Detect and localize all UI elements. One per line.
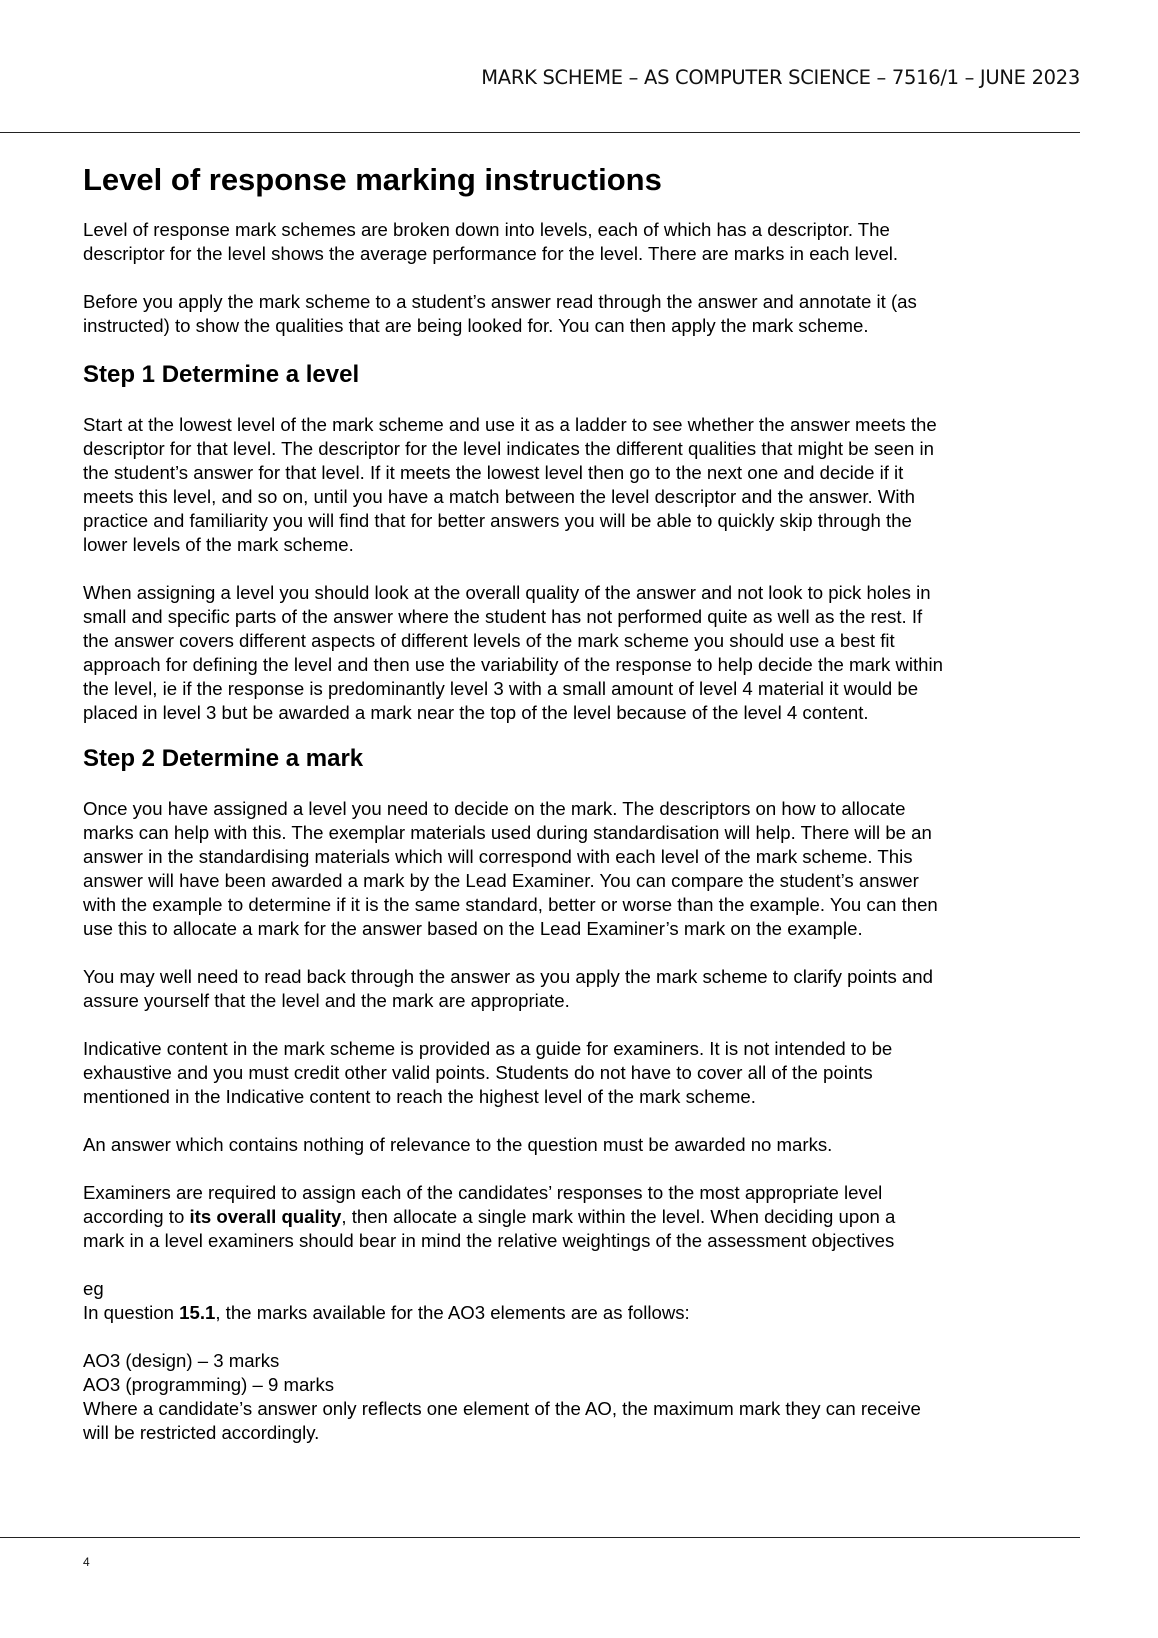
step2-line: use this to allocate a mark for the answer based on the Lead Examiner’s mark on the example.	[83, 918, 863, 939]
step1-line: meets this level, and so on, until you have a match between the level descriptor and the answer. With	[83, 486, 916, 507]
question-before: In question	[83, 1302, 180, 1323]
step1-line: approach for defining the level and then use the variability of the response to help decide the mark within	[83, 654, 943, 675]
ao-line: AO3 (design) – 3 marks	[83, 1350, 280, 1371]
step1-line: the student’s answer for that level. If it meets the lowest level then go to the next one and decide if it	[83, 462, 904, 483]
step1-line: the answer covers different aspects of different levels of the mark scheme you should use a best fit	[83, 630, 895, 651]
running-header: MARK SCHEME – AS COMPUTER SCIENCE – 7516/1 – JUNE 2023	[481, 66, 1080, 89]
weighting-line: mark in a level examiners should bear in mind the relative weightings of the assessment objectives	[83, 1230, 895, 1251]
step2-heading: Step 2 Determine a mark	[83, 745, 364, 772]
step2-line: assure yourself that the level and the mark are appropriate.	[83, 990, 570, 1011]
step1-heading: Step 1 Determine a level	[83, 361, 360, 388]
step2-line: mentioned in the Indicative content to reach the highest level of the mark scheme.	[83, 1086, 756, 1107]
step2-line: exhaustive and you must credit other valid points. Students do not have to cover all of the points	[83, 1062, 873, 1083]
page-number: 4	[83, 1555, 90, 1569]
quality-before: according to	[83, 1206, 190, 1227]
step2-line: answer in the standardising materials which will correspond with each level of the mark scheme. This	[83, 846, 913, 867]
ao-line: AO3 (programming) – 9 marks	[83, 1374, 335, 1395]
step1-line: placed in level 3 but be awarded a mark near the top of the level because of the level 4 content.	[83, 702, 869, 723]
step2-line: An answer which contains nothing of relevance to the question must be awarded no marks.	[83, 1134, 833, 1155]
step2-line: Once you have assigned a level you need to decide on the mark. The descriptors on how to allocate	[83, 798, 906, 819]
question-line	[83, 1301, 690, 1325]
step1-line: practice and familiarity you will find that for better answers you will be able to quickly skip through the	[83, 510, 912, 531]
ao-line: will be restricted accordingly.	[83, 1422, 320, 1443]
step1-line: Start at the lowest level of the mark scheme and use it as a ladder to see whether the answer meets the	[83, 414, 937, 435]
page-title: Level of response marking instructions	[83, 162, 662, 197]
quality-bold: its overall quality	[189, 1206, 342, 1227]
footer-rule	[0, 1537, 1080, 1538]
intro-line: Level of response mark schemes are broken down into levels, each of which has a descriptor. The	[83, 219, 890, 240]
ao-line: Where a candidate’s answer only reflects one element of the AO, the maximum mark they can receive	[83, 1398, 921, 1419]
quality-after: , then allocate a single mark within the level. When deciding upon a	[341, 1206, 896, 1227]
question-after: , the marks available for the AO3 elements are as follows:	[215, 1302, 690, 1323]
question-number: 15.1	[179, 1302, 216, 1323]
step2-line: Examiners are required to assign each of the candidates’ responses to the most appropriate level	[83, 1182, 883, 1203]
step2-line: You may well need to read back through the answer as you apply the mark scheme to clarify points and	[83, 966, 933, 987]
step2-line: with the example to determine if it is the same standard, better or worse than the example. You can then	[83, 894, 938, 915]
header-rule	[0, 132, 1080, 133]
step1-line: the level, ie if the response is predominantly level 3 with a small amount of level 4 material it would be	[83, 678, 919, 699]
step2-line: Indicative content in the mark scheme is provided as a guide for examiners. It is not intended to be	[83, 1038, 893, 1059]
intro-line: descriptor for the level shows the average performance for the level. There are marks in each level.	[83, 243, 899, 264]
intro-line: instructed) to show the qualities that are being looked for. You can then apply the mark scheme.	[83, 315, 869, 336]
step1-line: small and specific parts of the answer where the student has not performed quite as well as the rest. If	[83, 606, 923, 627]
eg-label: eg	[83, 1278, 104, 1299]
step1-line: When assigning a level you should look at the overall quality of the answer and not look to pick holes in	[83, 582, 931, 603]
step2-line: marks can help with this. The exemplar materials used during standardisation will help. There will be an	[83, 822, 932, 843]
quality-line	[83, 1205, 895, 1229]
step2-line: answer will have been awarded a mark by the Lead Examiner. You can compare the student’s answer	[83, 870, 919, 891]
step1-line: descriptor for that level. The descriptor for the level indicates the different qualities that might be seen in	[83, 438, 934, 459]
step1-line: lower levels of the mark scheme.	[83, 534, 354, 555]
intro-line: Before you apply the mark scheme to a student’s answer read through the answer and annotate it (as	[83, 291, 917, 312]
